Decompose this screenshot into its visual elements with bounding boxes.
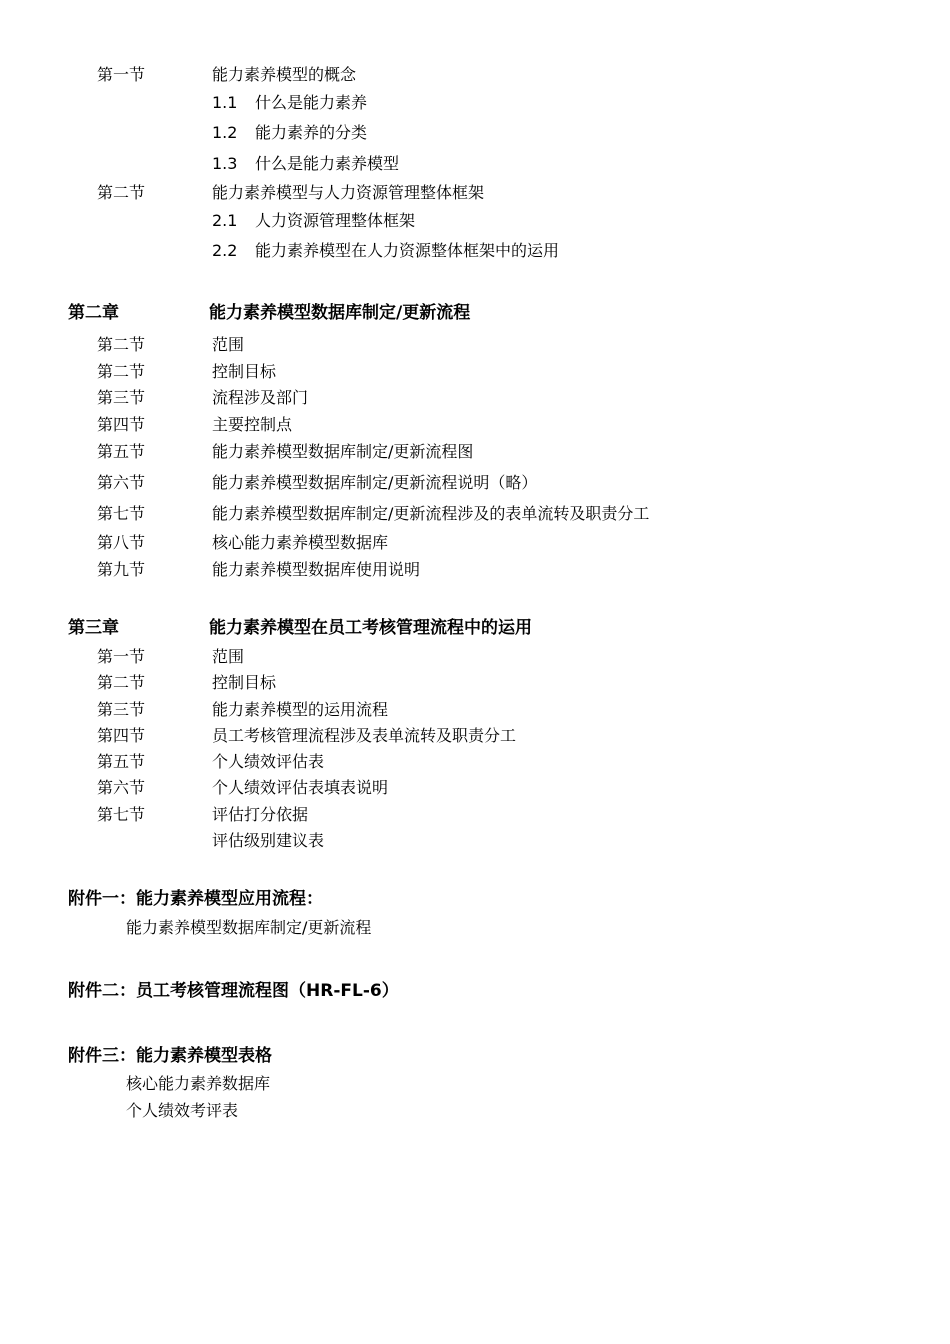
section-label: 第三节 bbox=[97, 388, 146, 407]
appendix-item: 核心能力素养数据库 bbox=[126, 1074, 271, 1093]
chapter-title: 能力素养模型数据库制定/更新流程 bbox=[209, 303, 471, 323]
section-label: 第一节 bbox=[97, 65, 146, 84]
subsection-number: 2.1 bbox=[212, 211, 238, 230]
section-title: 流程涉及部门 bbox=[212, 388, 309, 407]
section-label: 第五节 bbox=[97, 442, 146, 461]
section-title: 员工考核管理流程涉及表单流转及职责分工 bbox=[212, 726, 517, 745]
subsection-title: 能力素养模型在人力资源整体框架中的运用 bbox=[255, 241, 560, 260]
chapter-label: 第三章 bbox=[68, 618, 119, 638]
section-title: 个人绩效评估表 bbox=[212, 752, 325, 771]
section-label: 第二节 bbox=[97, 673, 146, 692]
section-title: 评估级别建议表 bbox=[212, 831, 325, 850]
section-label: 第二节 bbox=[97, 183, 146, 202]
subsection-title: 人力资源管理整体框架 bbox=[255, 211, 416, 230]
appendix-title: 附件二：员工考核管理流程图（HR-FL-6） bbox=[68, 981, 399, 1001]
section-title: 能力素养模型数据库制定/更新流程图 bbox=[212, 442, 474, 461]
chapter-label: 第二章 bbox=[68, 303, 119, 323]
appendix-title: 附件一：能力素养模型应用流程： bbox=[68, 889, 323, 909]
section-label: 第八节 bbox=[97, 533, 146, 552]
section-label: 第七节 bbox=[97, 504, 146, 523]
section-title: 能力素养模型数据库使用说明 bbox=[212, 560, 421, 579]
subsection-number: 2.2 bbox=[212, 241, 238, 260]
section-label: 第二节 bbox=[97, 335, 146, 354]
section-label: 第七节 bbox=[97, 805, 146, 824]
section-title: 范围 bbox=[212, 647, 245, 666]
section-title: 能力素养模型数据库制定/更新流程说明（略） bbox=[212, 473, 538, 492]
section-label: 第四节 bbox=[97, 726, 146, 745]
section-title: 主要控制点 bbox=[212, 415, 293, 434]
appendix-title: 附件三：能力素养模型表格 bbox=[68, 1046, 272, 1066]
section-label: 第六节 bbox=[97, 473, 146, 492]
section-label: 第六节 bbox=[97, 778, 146, 797]
section-title: 范围 bbox=[212, 335, 245, 354]
section-title: 核心能力素养模型数据库 bbox=[212, 533, 389, 552]
section-label: 第三节 bbox=[97, 700, 146, 719]
section-title: 能力素养模型的概念 bbox=[212, 65, 357, 84]
section-label: 第二节 bbox=[97, 362, 146, 381]
section-label: 第九节 bbox=[97, 560, 146, 579]
section-title: 能力素养模型与人力资源管理整体框架 bbox=[212, 183, 485, 202]
subsection-title: 能力素养的分类 bbox=[255, 123, 368, 142]
subsection-title: 什么是能力素养 bbox=[255, 93, 368, 112]
subsection-number: 1.2 bbox=[212, 123, 238, 142]
section-label: 第一节 bbox=[97, 647, 146, 666]
section-title: 个人绩效评估表填表说明 bbox=[212, 778, 389, 797]
section-title: 能力素养模型的运用流程 bbox=[212, 700, 389, 719]
section-label: 第四节 bbox=[97, 415, 146, 434]
subsection-number: 1.1 bbox=[212, 93, 238, 112]
section-title: 能力素养模型数据库制定/更新流程涉及的表单流转及职责分工 bbox=[212, 504, 650, 523]
section-title: 控制目标 bbox=[212, 362, 277, 381]
section-title: 评估打分依据 bbox=[212, 805, 309, 824]
chapter-title: 能力素养模型在员工考核管理流程中的运用 bbox=[209, 618, 532, 638]
appendix-item: 个人绩效考评表 bbox=[126, 1101, 239, 1120]
section-title: 控制目标 bbox=[212, 673, 277, 692]
appendix-item: 能力素养模型数据库制定/更新流程 bbox=[126, 918, 372, 937]
section-label: 第五节 bbox=[97, 752, 146, 771]
subsection-title: 什么是能力素养模型 bbox=[255, 154, 400, 173]
subsection-number: 1.3 bbox=[212, 154, 238, 173]
